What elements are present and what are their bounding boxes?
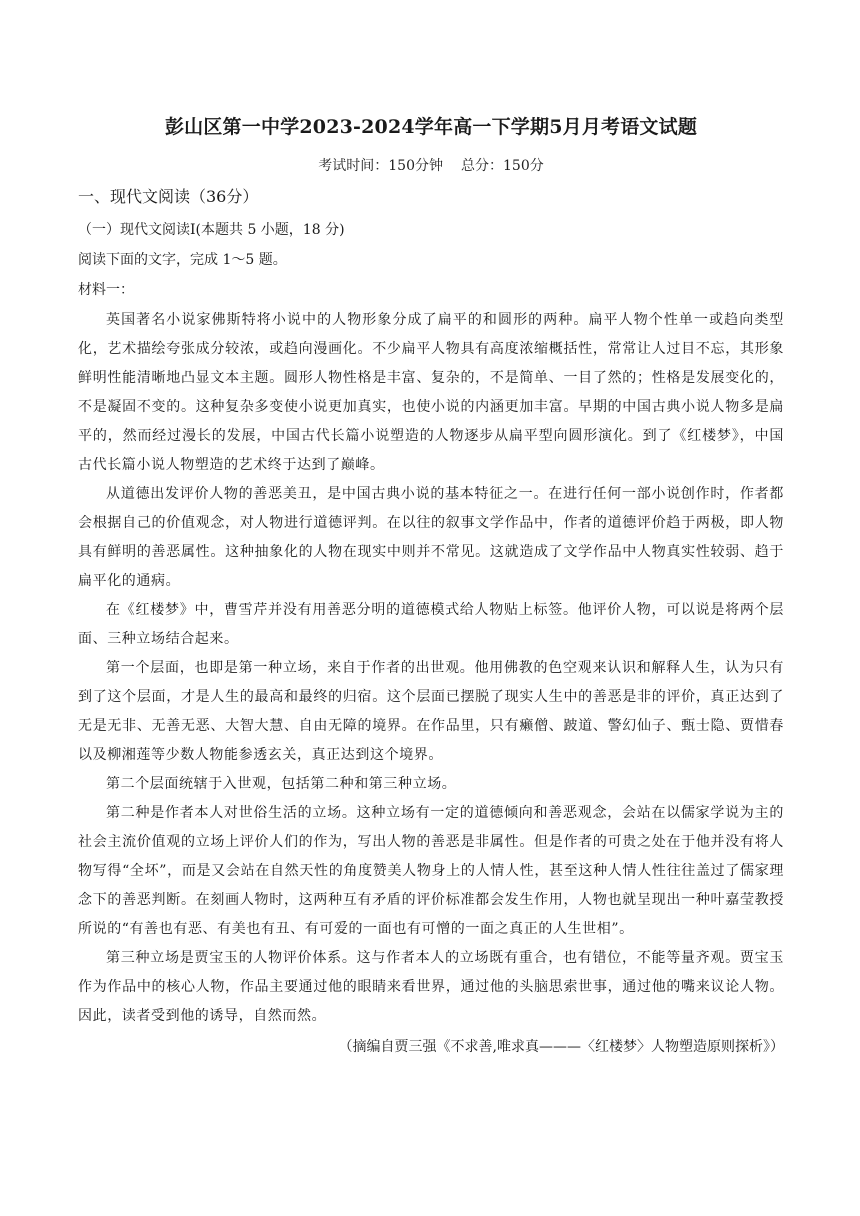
subsection-heading: （一）现代文阅读Ⅰ(本题共 5 小题，18 分) <box>78 222 345 238</box>
paragraph: 在《红楼梦》中，曹雪芹并没有用善恶分明的道德模式给人物贴上标签。他评价人物，可以说是将两个层面、三种立场结合起来。 <box>78 602 784 647</box>
exam-page <box>78 112 784 1061</box>
material-label: 材料一： <box>78 282 134 298</box>
paragraph: 第一个层面，也即是第一种立场，来自于作者的出世观。他用佛教的色空观来认识和解释人生，认为只有到了这个层面，才是人生的最高和最终的归宿。这个层面已摆脱了现实人生中的善恶是非的评价，真正达到了无是无非、无善无恶、大智大慧、自由无障的境界。在作品里，只有癞僧、跛道、警幻仙子、甄士隐、贾惜春以及柳湘莲等少数人物能参透玄关，真正达到这个境界。 <box>78 660 784 763</box>
exam-time: 考试时间：150分钟 <box>318 158 443 174</box>
paragraph: 第二种是作者本人对世俗生活的立场。这种立场有一定的道德倾向和善恶观念，会站在以儒家学说为主的社会主流价值观的立场上评价人们的作为，写出人物的善恶是非属性。但是作者的可贵之处在于他并没有将人物写得“全坏”，而是又会站在自然天性的角度赞美人物身上的人情人性，甚至这种人情人性往往盖过了儒家理念下的善恶判断。在刻画人物时，这两种互有矛盾的评价标准都会发生作用，人物也就呈现出一种叶嘉莹教授所说的“有善也有恶、有美也有丑、有可爱的一面也有可憎的一面之真正的人生世相”。 <box>78 805 784 937</box>
total-score: 总分：150分 <box>461 158 544 174</box>
paragraph: 英国著名小说家佛斯特将小说中的人物形象分成了扁平的和圆形的两种。扁平人物个性单一或趋向类型化，艺术描绘夸张成分较浓，或趋向漫画化。不少扁平人物具有高度浓缩概括性，常常让人过目不忘，其形象鲜明性能清晰地凸显文本主题。圆形人物性格是丰富、复杂的，不是简单、一目了然的；性格是发展变化的，不是凝固不变的。这种复杂多变使小说更加真实，也使小说的内涵更加丰富。早期的中国古典小说人物多是扁平的，然而经过漫长的发展，中国古代长篇小说塑造的人物逐步从扁平型向圆形演化。到了《红楼梦》，中国古代长篇小说人物塑造的艺术终于达到了巅峰。 <box>78 312 784 473</box>
material-body <box>78 306 784 1031</box>
section-heading: 一、现代文阅读（36分） <box>78 187 259 206</box>
paragraph: 第二个层面统辖于入世观，包括第二种和第三种立场。 <box>106 776 457 792</box>
paragraph: 从道德出发评价人物的善恶美丑，是中国古典小说的基本特征之一。在进行任何一部小说创作时，作者都会根据自己的价值观念，对人物进行道德评判。在以往的叙事文学作品中，作者的道德评价趋于两极，即人物具有鲜明的善恶属性。这种抽象化的人物在现实中则并不常见。这就造成了文学作品中人物真实性较弱、趋于扁平化的通病。 <box>78 486 784 589</box>
source-citation: （摘编自贾三强《不求善,唯求真———〈红楼梦〉人物塑造原则探析》） <box>338 1039 784 1055</box>
reading-instruction: 阅读下面的文字，完成 1～5 题。 <box>78 252 287 268</box>
paragraph: 第三种立场是贾宝玉的人物评价体系。这与作者本人的立场既有重合，也有错位，不能等量齐观。贾宝玉作为作品中的核心人物，作品主要通过他的眼睛来看世界，通过他的头脑思索世事，通过他的嘴来议论人物。因此，读者受到他的诱导，自然而然。 <box>78 950 784 1024</box>
exam-meta <box>78 154 784 178</box>
exam-title: 彭山区第一中学2023-2024学年高一下学期5月月考语文试题 <box>164 116 698 138</box>
